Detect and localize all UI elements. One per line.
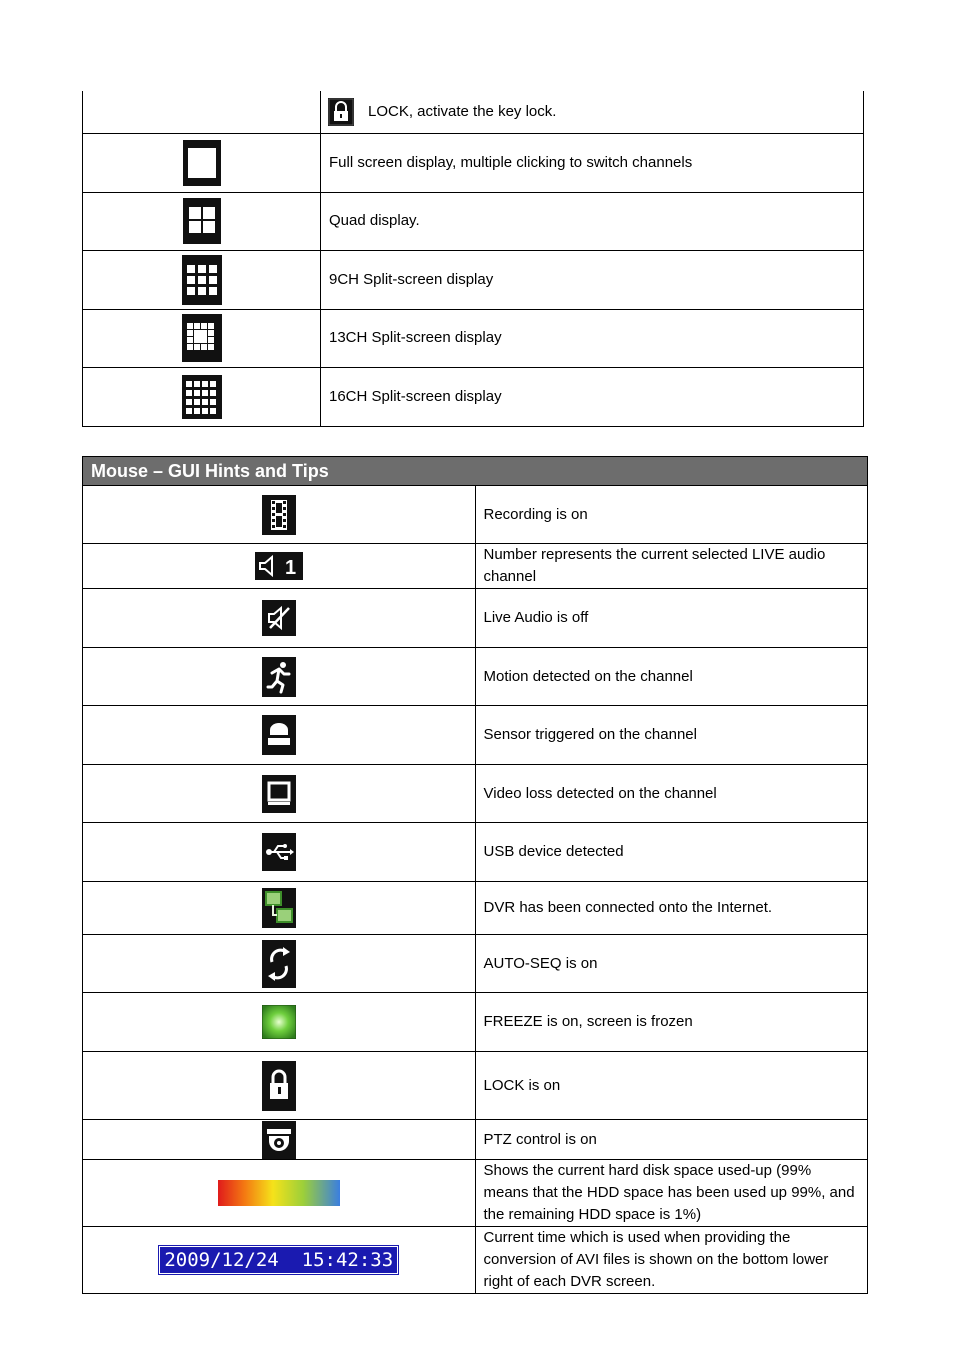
table-row	[83, 823, 868, 882]
video-loss-icon	[262, 775, 296, 813]
icon-cell	[83, 589, 476, 648]
row-text: 16CH Split-screen display	[329, 387, 502, 405]
recording-icon	[262, 495, 296, 535]
audio-channel-icon	[255, 552, 303, 580]
row-text: LOCK, activate the key lock.	[368, 102, 557, 120]
usb-icon	[262, 833, 296, 871]
clock-text: 2009/12/24 15:42:33	[164, 1249, 394, 1271]
icon-cell	[83, 706, 476, 765]
row-text: 13CH Split-screen display	[329, 329, 502, 346]
row-text: USB device detected	[483, 843, 624, 860]
gui-hints-table	[82, 456, 868, 1294]
motion-icon	[262, 657, 296, 697]
description-cell	[321, 367, 864, 426]
icon-cell	[83, 192, 321, 250]
description-cell	[475, 648, 868, 706]
table-row	[83, 367, 864, 426]
table-row	[83, 486, 868, 544]
description-cell	[475, 882, 868, 935]
row-text: AUTO-SEQ is on	[483, 954, 598, 972]
icon-cell	[83, 1160, 476, 1227]
description-cell	[475, 1227, 868, 1294]
table-row	[83, 882, 868, 935]
description-cell	[475, 589, 868, 648]
icon-cell	[83, 993, 476, 1052]
description-cell	[321, 250, 864, 309]
description-cell	[475, 765, 868, 823]
table-header-row	[83, 457, 868, 486]
table-row	[83, 133, 864, 192]
icon-cell	[83, 648, 476, 706]
icon-cell	[83, 1052, 476, 1120]
row-text: Number represents the current selected LIVE audio channel	[483, 546, 826, 585]
ptz-icon	[262, 1121, 296, 1159]
table-row	[83, 1160, 868, 1227]
description-cell	[475, 544, 868, 589]
icon-cell	[83, 765, 476, 823]
table-row	[83, 1120, 868, 1160]
table-row	[83, 706, 868, 765]
description-cell	[475, 935, 868, 993]
row-text: FREEZE is on, screen is frozen	[483, 1013, 693, 1030]
icon-cell	[83, 486, 476, 544]
freeze-icon	[262, 1005, 296, 1039]
icon-cell	[83, 935, 476, 993]
row-text: LOCK is on	[483, 1076, 561, 1094]
auto-seq-icon	[262, 940, 296, 988]
table-row	[83, 648, 868, 706]
row-text: Video loss detected on the channel	[483, 784, 717, 802]
description-cell	[475, 823, 868, 882]
icon-cell	[83, 823, 476, 882]
table-row	[83, 250, 864, 309]
table-row	[83, 765, 868, 823]
row-text: Live Audio is off	[483, 609, 589, 626]
description-cell	[475, 706, 868, 765]
icon-cell	[83, 91, 321, 133]
description-cell	[321, 309, 864, 367]
icon-cell	[83, 1227, 476, 1294]
description-cell	[321, 133, 864, 192]
table-row	[83, 91, 864, 133]
display-mode-table	[82, 91, 864, 427]
table-row	[83, 1227, 868, 1294]
network-icon	[262, 888, 296, 928]
description-cell	[475, 486, 868, 544]
table-row	[83, 544, 868, 589]
row-text: Recording is on	[483, 505, 588, 523]
section-title: Mouse – GUI Hints and Tips	[83, 457, 868, 486]
table-row	[83, 589, 868, 648]
row-text: PTZ control is on	[483, 1130, 597, 1148]
icon-cell	[83, 544, 476, 589]
description-cell	[321, 192, 864, 250]
lock-on-icon	[262, 1061, 296, 1111]
description-cell	[475, 993, 868, 1052]
description-cell	[321, 91, 864, 133]
row-text: DVR has been connected onto the Internet.	[483, 899, 773, 916]
icon-cell	[83, 250, 321, 309]
icon-cell	[83, 1120, 476, 1160]
audio-channel-number: 1	[284, 557, 296, 579]
clock-display	[159, 1246, 398, 1274]
split-13ch-icon	[182, 314, 222, 362]
hdd-bar-icon	[218, 1180, 340, 1206]
description-cell	[475, 1052, 868, 1120]
split-9ch-icon	[182, 255, 222, 305]
row-text: Motion detected on the channel	[483, 667, 693, 685]
row-text: Sensor triggered on the channel	[483, 726, 697, 743]
icon-cell	[83, 882, 476, 935]
row-text: Quad display.	[329, 212, 420, 229]
audio-off-icon	[262, 600, 296, 636]
table-row	[83, 1052, 868, 1120]
sensor-icon	[262, 715, 296, 755]
description-cell	[475, 1160, 868, 1227]
icon-cell	[83, 367, 321, 426]
full-screen-icon	[183, 140, 221, 186]
table-row	[83, 993, 868, 1052]
table-row	[83, 192, 864, 250]
row-text: 9CH Split-screen display	[329, 270, 494, 288]
row-text: Shows the current hard disk space used-up (99% means that the HDD space has been used up 99%, and the remaining HDD space is 1%)	[483, 1162, 855, 1223]
icon-cell	[83, 133, 321, 192]
table-row	[83, 309, 864, 367]
icon-cell	[83, 309, 321, 367]
quad-display-icon	[183, 198, 221, 244]
description-cell	[475, 1120, 868, 1160]
lock-icon	[328, 98, 354, 126]
split-16ch-icon	[182, 375, 222, 419]
row-text: Current time which is used when providing the conversion of AVI files is shown on the bottom lower right of each DVR screen.	[483, 1229, 829, 1290]
row-text: Full screen display, multiple clicking to switch channels	[329, 153, 693, 171]
table-row	[83, 935, 868, 993]
